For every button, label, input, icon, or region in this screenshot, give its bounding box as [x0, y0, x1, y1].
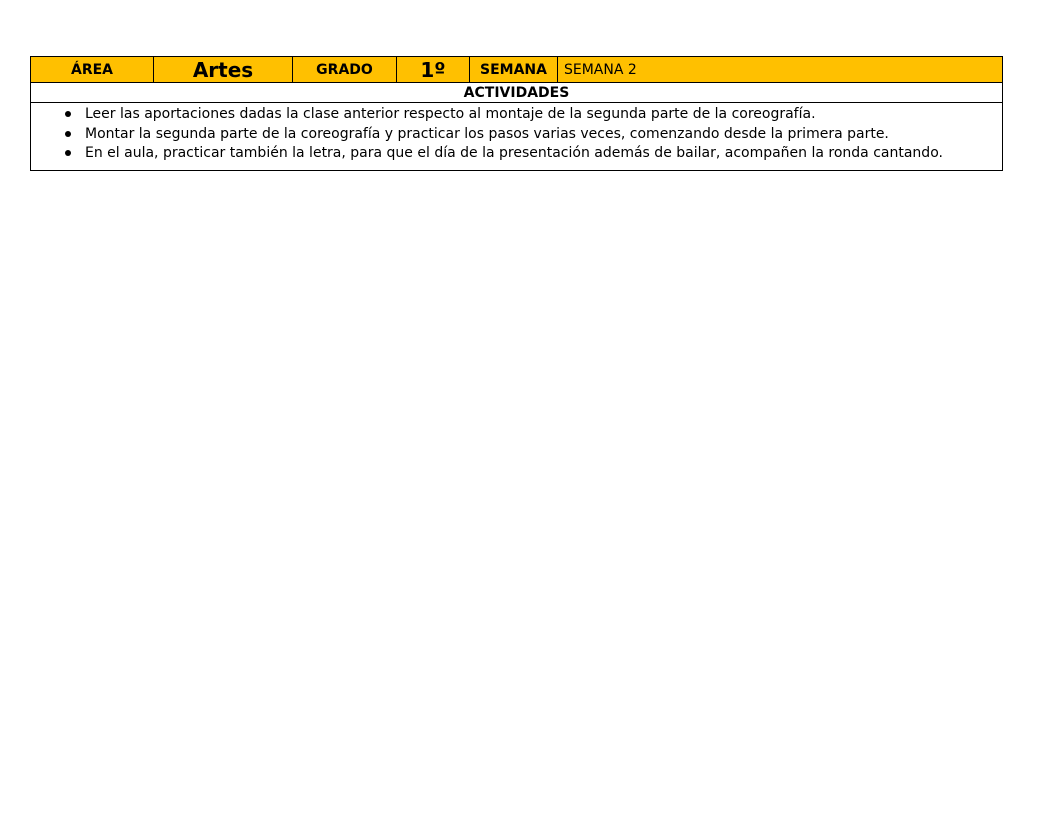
lesson-plan-table	[30, 56, 1003, 171]
list-item	[65, 144, 1002, 164]
lesson-plan-sheet	[30, 56, 1002, 171]
activities-title: ACTIVIDADES	[31, 83, 1003, 103]
grade-value: 1º	[397, 57, 470, 83]
area-value: Artes	[154, 57, 293, 83]
week-value: SEMANA 2	[558, 57, 1003, 83]
grade-label: GRADO	[293, 57, 397, 83]
activity-text: Leer las aportaciones dadas la clase anterior respecto al montaje de la segunda parte de la coreografía.	[85, 106, 816, 122]
area-label: ÁREA	[31, 57, 154, 83]
activity-text: En el aula, practicar también la letra, para que el día de la presentación además de bailar, acompañen la ronda cantando.	[85, 145, 943, 161]
list-item	[65, 125, 1002, 145]
bullet-icon	[65, 131, 71, 137]
activities-body-row	[31, 103, 1003, 171]
activities-title-row	[31, 83, 1003, 103]
week-label: SEMANA	[470, 57, 558, 83]
activities-list	[31, 105, 1002, 164]
header-row	[31, 57, 1003, 83]
bullet-icon	[65, 150, 71, 156]
list-item	[65, 105, 1002, 125]
activities-cell	[31, 103, 1003, 171]
activity-text: Montar la segunda parte de la coreografía y practicar los pasos varias veces, comenzando desde la primera parte.	[85, 125, 889, 142]
bullet-icon	[65, 111, 71, 117]
